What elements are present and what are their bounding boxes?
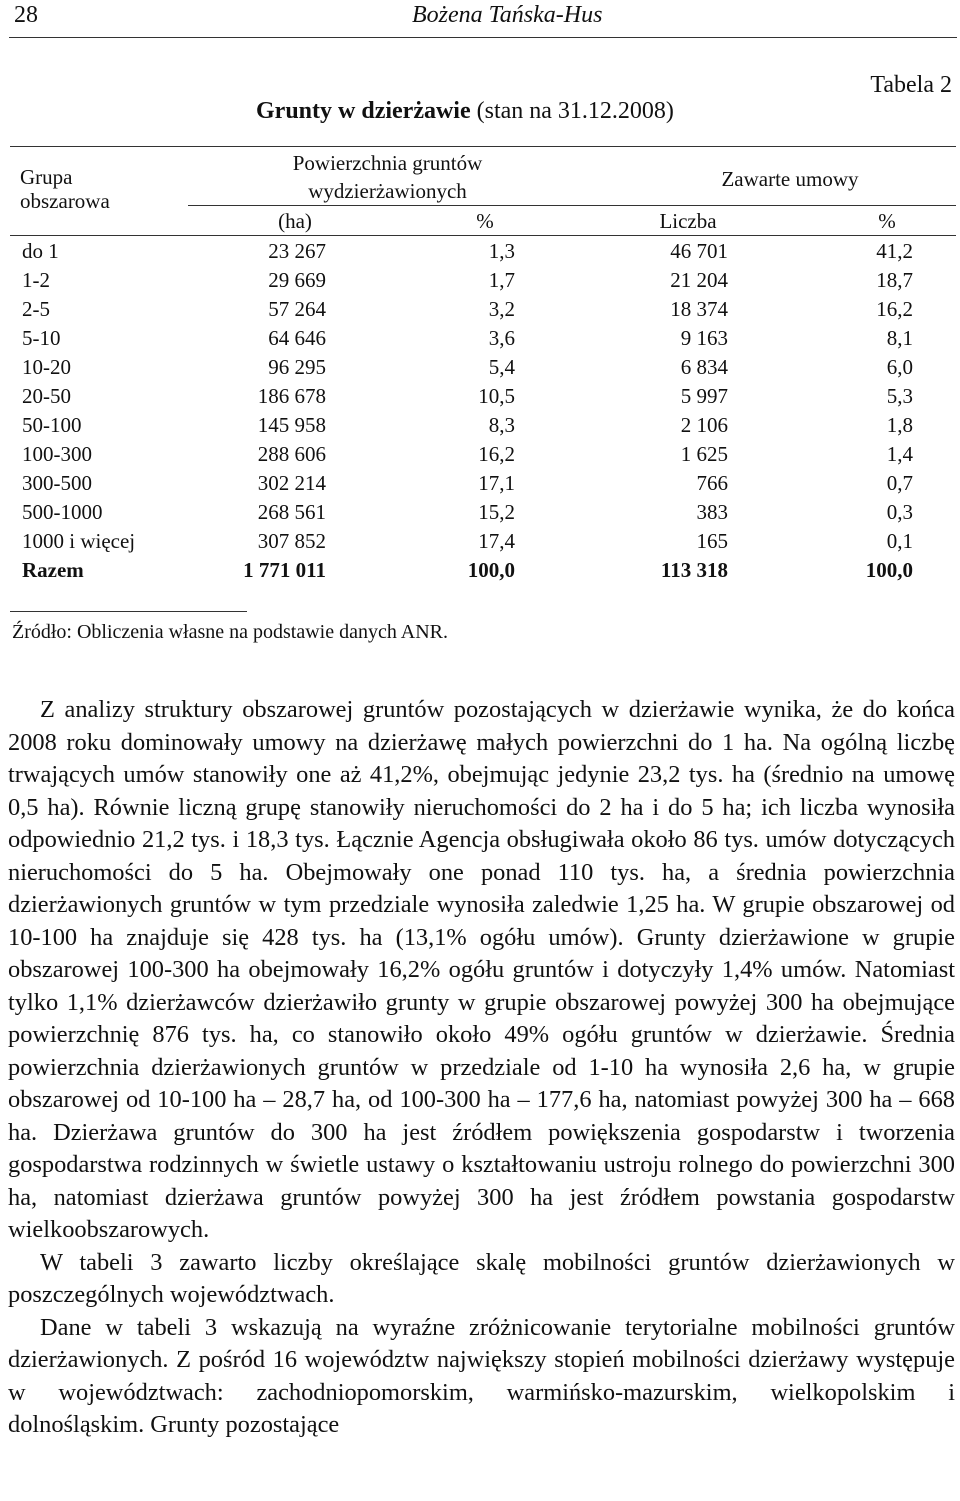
table-header-bottom-rule xyxy=(10,235,956,236)
table-cell: 64 646 xyxy=(268,326,326,350)
table-cell: 0,7 xyxy=(886,471,913,495)
table-cell: 165 xyxy=(696,529,728,553)
page-number: 28 xyxy=(14,2,38,28)
col-sub-pct-area: % xyxy=(476,209,494,233)
table-cell: 8,3 xyxy=(488,413,515,437)
table-cell: 21 204 xyxy=(670,268,728,292)
table-row-label: 5-10 xyxy=(22,326,61,350)
table-cell: 1 625 xyxy=(680,442,728,466)
table-cell: 6 834 xyxy=(680,355,728,379)
table-cell: 41,2 xyxy=(876,239,913,263)
author-running-head: Bożena Tańska-Hus xyxy=(412,2,603,28)
table-cell: 8,1 xyxy=(886,326,913,350)
table-row-label: 10-20 xyxy=(22,355,71,379)
table-title xyxy=(256,98,674,125)
table-cell: 16,2 xyxy=(478,442,515,466)
table-cell: 96 295 xyxy=(268,355,326,379)
table-cell: 1,7 xyxy=(488,268,515,292)
paragraph: W tabeli 3 zawarto liczby określające skalę mobilności gruntów dzierżawionych w poszczególnych województwach. xyxy=(8,1248,955,1308)
table-row-label: 300-500 xyxy=(22,471,92,495)
table-cell: 0,1 xyxy=(886,529,913,553)
table-cell: 383 xyxy=(696,500,728,524)
table-label: Tabela 2 xyxy=(870,72,952,98)
table-cell: 766 xyxy=(696,471,728,495)
col-header-area-line1: Powierzchnia gruntów xyxy=(292,151,483,175)
table-cell: 100,0 xyxy=(467,558,515,582)
table-cell: 46 701 xyxy=(670,239,728,263)
table-cell: 6,0 xyxy=(886,355,913,379)
table-cell: 3,2 xyxy=(488,297,515,321)
col-header-area-line2: wydzierżawionych xyxy=(308,179,467,203)
table-row-label: Razem xyxy=(22,558,84,582)
table-cell: 18,7 xyxy=(876,268,913,292)
table-row-label: 500-1000 xyxy=(22,500,103,524)
table-cell: 29 669 xyxy=(268,268,326,292)
table-cell: 268 561 xyxy=(257,500,326,524)
col-header-group: Grupa obszarowa xyxy=(20,165,110,213)
table-cell: 2 106 xyxy=(680,413,728,437)
table-cell: 16,2 xyxy=(876,297,913,321)
col-sub-count: Liczba xyxy=(659,209,717,233)
table-row-label: 1-2 xyxy=(22,268,50,292)
table-row-label: 100-300 xyxy=(22,442,92,466)
table-cell: 57 264 xyxy=(268,297,326,321)
table-row-label: 1000 i więcej xyxy=(22,529,136,553)
header-rule xyxy=(9,37,957,38)
paragraph: Z analizy struktury obszarowej gruntów pozostających w dzierżawie wynika, że do końca 2008 roku dominowały umowy na dzierżawę małych powierzchni do 1 ha. Na ogólną liczbę trwających umów stanowiły one aż 41,2%, obejmując jedynie 23,2 tys. ha (średnio na umowę 0,5 ha). Równie liczną grupę stanowiły nieruchomości do 2 ha i do 5 ha; ich liczba wynosiła odpowiednio 21,2 tys. i 18,3 tys. Łącznie Agencja obsługiwała około 86 tys. umów dotyczących nieruchomości do 5 ha. Obejmowały one ponad 110 tys. ha, a średnia powierzchnia dzierżawionych gruntów w tym przedziale wynosiła zaledwie 1,25 ha. W grupie obszarowej od 10-100 ha znajduje się 428 tys. ha (13,1% ogółu umów). Grunty dzierżawione w grupie obszarowej 100-300 ha obejmowały 16,2% ogółu gruntów i dotyczyły 1,4% umów. Natomiast tylko 1,1% dzierżawców dzierżawiło grunty w grupie obszarowej powyżej 300 ha obejmujące powierzchnię 876 tys. ha, co stanowiło około 49% ogółu gruntów w dzierżawie. Średnia powierzchnia dzierżawionych gruntów w przedziale od 1-10 ha wynosiła 2,6 ha, w grupie obszarowej od 10-100 ha – 28,7 ha, od 100-300 ha – 177,6 ha, natomiast powyżej 300 ha – 668 ha. Dzierżawa gruntów do 300 ha jest źródłem powiększenia gospodarstw i tworzenia gospodarstwa rodzinnych w świetle ustawy o kształtowaniu ustroju rolnego do powierzchni 300 ha, natomiast dzierżawa gruntów powyżej 300 ha jest źródłem powstania gospodarstw wielkoobszarowych. xyxy=(8,696,955,1243)
table-header-mid-rule xyxy=(188,205,956,206)
table-cell: 5 997 xyxy=(680,384,728,408)
source-separator xyxy=(10,611,247,612)
table-row-label: do 1 xyxy=(22,239,59,263)
table-cell: 5,4 xyxy=(488,355,515,379)
table-row-label: 50-100 xyxy=(22,413,82,437)
table-cell: 17,4 xyxy=(478,529,515,553)
table-cell: 145 958 xyxy=(257,413,326,437)
col-header-contracts: Zawarte umowy xyxy=(721,167,859,191)
col-sub-pct-contracts: % xyxy=(878,209,896,233)
table-row-label: 20-50 xyxy=(22,384,71,408)
table-cell: 1,8 xyxy=(886,413,913,437)
table-cell: 3,6 xyxy=(488,326,515,350)
table-cell: 15,2 xyxy=(478,500,515,524)
table-cell: 302 214 xyxy=(257,471,326,495)
table-cell: 307 852 xyxy=(257,529,326,553)
table-top-rule xyxy=(10,146,956,147)
table-title-rest: (stan na 31.12.2008) xyxy=(470,98,674,124)
running-header xyxy=(0,0,960,42)
table-cell: 9 163 xyxy=(680,326,728,350)
table-cell: 288 606 xyxy=(257,442,326,466)
table-cell: 1,3 xyxy=(488,239,515,263)
body-text xyxy=(8,694,955,1442)
table-cell: 113 318 xyxy=(660,558,728,582)
table-row-label: 2-5 xyxy=(22,297,50,321)
col-sub-ha: (ha) xyxy=(278,209,312,233)
table-cell: 23 267 xyxy=(268,239,326,263)
table-cell: 100,0 xyxy=(865,558,913,582)
table-cell: 1 771 011 xyxy=(243,558,326,582)
table-cell: 10,5 xyxy=(478,384,515,408)
table-cell: 186 678 xyxy=(257,384,326,408)
paragraph: Dane w tabeli 3 wskazują na wyraźne zróżnicowanie terytorialne mobilności gruntów dzierżawionych. Z pośród 16 województw największy stopień mobilności dzierżawy występuje w województwach: zachodniopomorskim, warmińsko-mazurskim, wielkopolskim i dolnośląskim. Grunty pozostające xyxy=(8,1313,955,1438)
table-cell: 17,1 xyxy=(478,471,515,495)
table-cell: 18 374 xyxy=(670,297,728,321)
source-note: Źródło: Obliczenia własne na podstawie danych ANR. xyxy=(12,621,448,643)
table-cell: 0,3 xyxy=(886,500,913,524)
table-cell: 1,4 xyxy=(886,442,913,466)
table-title-bold: Grunty w dzierżawie xyxy=(256,98,471,124)
table-cell: 5,3 xyxy=(886,384,913,408)
